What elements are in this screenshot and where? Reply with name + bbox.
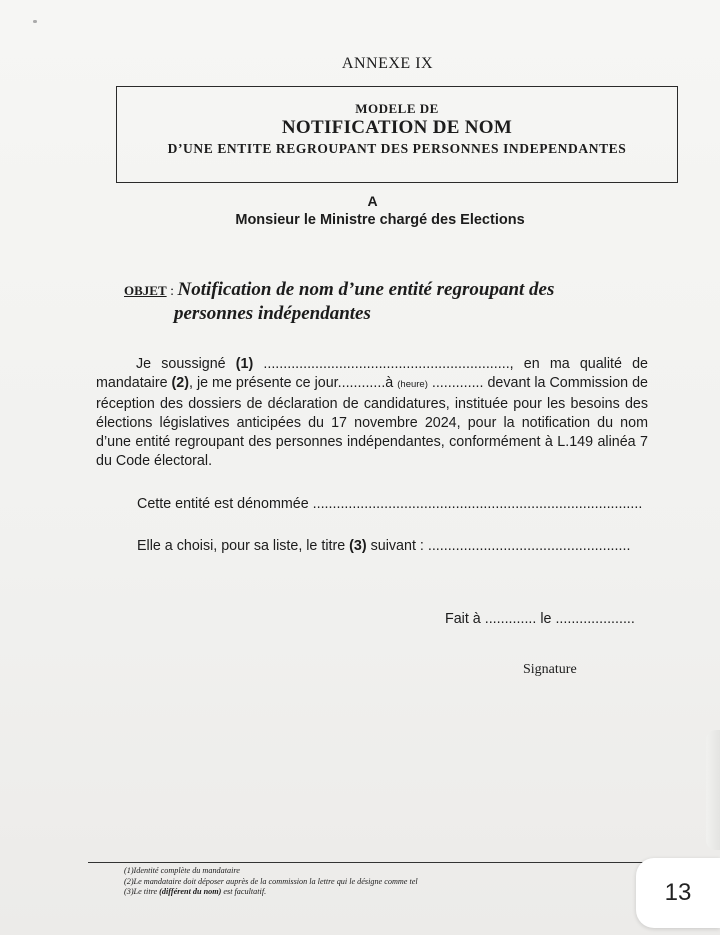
title-choice-b: suivant : ................................................... — [366, 538, 631, 554]
heure-label: (heure) — [397, 379, 428, 391]
title-choice-line — [137, 538, 630, 554]
objet-block — [124, 279, 554, 325]
fait-line: Fait à ............. le .................... — [445, 611, 635, 627]
title-line-2: NOTIFICATION DE NOM — [281, 117, 513, 138]
viewer-edge — [706, 730, 720, 850]
page-number-badge: 13 — [636, 858, 720, 928]
title-line-3: D’UNE ENTITE REGROUPANT DES PERSONNES INDEPENDANTES — [167, 141, 627, 156]
body-paragraph — [96, 355, 648, 472]
body-dots-1: .............................................................., en ma qualité de mandataire — [96, 356, 648, 392]
footnote-3-a: (3)Le titre — [124, 887, 160, 896]
footnote-1: (1)Identité complète du mandataire — [124, 866, 240, 875]
annexe-heading: ANNEXE IX — [341, 55, 434, 72]
title-line-1: MODELE DE — [355, 101, 439, 116]
objet-label: OBJET — [124, 283, 167, 298]
title-choice-a: Elle a choisi, pour sa liste, le titre — [137, 538, 350, 554]
body-p1-b: , je me présente ce jour............à — [189, 375, 398, 392]
body-p1-a: Je soussigné — [136, 356, 236, 372]
scan-speck — [33, 20, 37, 23]
footnote-3 — [124, 887, 418, 898]
objet-line-2: personnes indépendantes — [174, 303, 371, 324]
ref-1: (1) — [235, 356, 254, 372]
footnote-3-b: (différent du nom) — [159, 887, 222, 896]
footnote-2: (2)Le mandataire doit déposer auprès de la commission la lettre qui le désigne comme tel — [124, 876, 418, 886]
footnote-divider — [88, 862, 648, 863]
footnote-3-c: est facultatif. — [221, 887, 267, 896]
objet-colon: : — [166, 284, 178, 299]
title-box — [116, 86, 678, 183]
signature-label: Signature — [523, 662, 577, 677]
ref-3: (3) — [349, 538, 367, 554]
objet-line-1: Notification de nom d’une entité regroupant des — [177, 279, 555, 300]
addressee-a: A — [367, 193, 378, 209]
body-p1-c: ............. devant la Commission de réception des dossiers de déclaration de candidatures, instituée pour les besoins des élections législatives anticipées du 17 novembre 2024, pour la notification du nom d’une entité regroupant des personnes indépendantes, conformément à L.149 alinéa 7 du Code électoral. — [96, 375, 649, 470]
addressee-name: Monsieur le Ministre chargé des Elections — [235, 212, 525, 228]
ref-2: (2) — [171, 375, 189, 392]
footnotes — [124, 866, 418, 898]
entity-name-line: Cette entité est dénommée ................................................................................... — [137, 496, 643, 512]
